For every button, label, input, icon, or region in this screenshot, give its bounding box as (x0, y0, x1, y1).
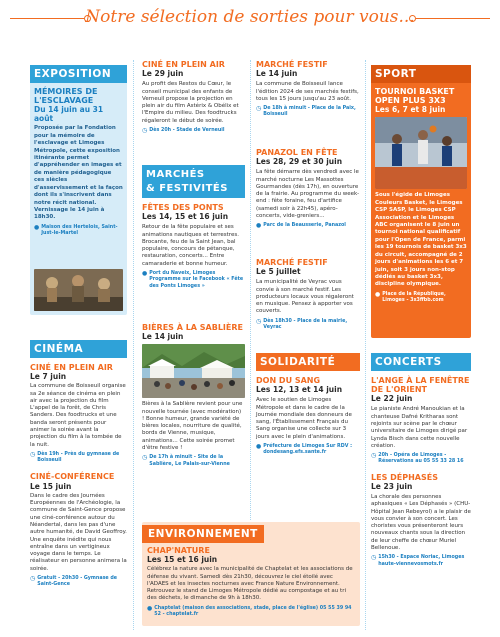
fetes-ponts-text: Retour de la fête populaire et ses animations nautiques et terrestres. Brocante, feu de la Saint Jean, bal populaire, concours de pétanque, restauration, concerts... Entre camaraderie et bonne humeur. (142, 224, 239, 267)
environment-banner: ENVIRONNEMENT (142, 525, 264, 543)
exposition-date: Du 14 juin au 31 août (34, 105, 104, 124)
cinema-open-air-location: ◷ Dès 19h - Près du gymnase de Boisseuil (30, 451, 120, 464)
dephases-date: Le 23 juin (371, 481, 413, 491)
clock-icon: ◷ (142, 127, 148, 135)
clock-icon: ◷ (371, 452, 377, 460)
chapnature-text: Célébrez la nature avec la municipalité de Chaptelat et les associations de défense du vivant. Samedi dès 21h30, découvrez le ciel étoilé avec l'ADAES et les insectes nocturnes avec France Nature Environnement. Retrouvez le stand de Limoges Métropole dédié au compostage et au tri des déchets, le dimanche de 9h à 18h30. (147, 566, 353, 602)
bieres-location: ◷ De 17h à minuit - Site de la Sablière, Le Palais-sur-Vienne (142, 454, 230, 467)
bieres-event (142, 323, 245, 468)
solidarity-banner: SOLIDARITÉ (256, 353, 360, 371)
sport-card (371, 65, 471, 338)
chapnature-date: Les 15 et 16 juin (147, 555, 218, 565)
cinema-conference-text: Dans le cadre des Journées Européennes de l'Archéologie, la commune de Saint-Gence propose une ciné-conférence autour du Néandertal, dans les pas d'une autre humanité, de David Geoffroy. Une enquête inédite qui nous entraîne dans un vertigineux voyage dans le temps. Le réalisateur en personne animera la soirée. (30, 492, 127, 572)
blood-donation-title: DON DU SANG (256, 376, 321, 385)
exposition-card (30, 65, 127, 315)
clock-icon: ◷ (256, 105, 262, 113)
sport-location: ● Place de la République, Limoges - 3x3ffbb.com (375, 290, 446, 304)
location-pin-icon: ● (142, 270, 148, 278)
marche-festif-2-title: MARCHÉ FESTIF (256, 258, 328, 267)
location-pin-icon: ● (147, 604, 153, 612)
cine-open-air-2-event (142, 60, 245, 134)
environment-card (142, 522, 360, 626)
clock-icon: ◷ (30, 451, 36, 458)
title-divider-right (416, 18, 490, 19)
sport-photo (375, 117, 467, 189)
dephases-text: La chorale des personnes aphasiques « Les Déphasés » (CHU-Hôpital Jean Rebeyrol) a le plaisir de vous convier à son concert. Les choristes vous présenteront leurs nouveaux chants sous la direction de leur cheffe de chœur Muriel Bellenoue. (371, 493, 471, 552)
marche-festif-2-text: La municipalité de Veyrac vous convie à son marché festif. Les producteurs locaux vous régaleront en musique. Pensez à apporter vos couverts. (256, 279, 354, 315)
dephases-location: ◷ 15h30 - Espace Noriac, Limoges haute-viennevosmots.fr (371, 554, 465, 567)
marche-festif-2-date: Le 5 juillet (256, 267, 301, 277)
chapnature-title: CHAP'NATURE (147, 546, 210, 555)
blood-donation-location: ● Préfecture de Limoges Sur RDV : dondesang.efs.sante.fr (256, 443, 353, 456)
ange-fenetre-text: Le pianiste André Manoukian et la chanteuse Dafné Kritharas sont rejoints sur scène par le chœur universitaire de Limoges dirigé par Lynda Bisch dans cette nouvelle création. (371, 406, 468, 449)
cine-open-air-2-text: Au profit des Restos du Cœur, le conseil municipal des enfants de Verneuil propose la projection en plein air du film Astérix & Obélix et l'Empire du milieu. Des foodtrucks régaleront le début de soirée. (142, 81, 239, 124)
fetes-ponts-date: Les 14, 15 et 16 juin (142, 212, 229, 222)
marche-festif-2-location: ◷ Dès 18h30 - Place de la mairie, Veyrac (256, 317, 348, 330)
ange-fenetre-date: Le 22 juin (371, 394, 413, 404)
exposition-banner: EXPOSITION (30, 65, 127, 83)
blood-donation-text: Avec le soutien de Limoges Métropole et dans le cadre de la Journée mondiale des donneurs de sang, l'Établissement Français du Sang organise une collecte sur 3 jours avec le plein d'animations. (256, 397, 352, 440)
cinema-banner: CINÉMA (30, 340, 127, 358)
exposition-location: ● Maison des Hertelois, Saint-Just-le-Martel (34, 223, 118, 237)
sport-text: Sous l'égide de Limoges Couleurs Basket, le Limoges CSP SASP, le Limoges CSP Association et le Limoges ABC organisent le 8 juin un tournoi national qualificatif pour l'Open de France, parmi les 19 tournois de basket 3x3 du circuit, accompagné de 2 jours d'animations les 6 et 7 juin, soit 3 jours non-stop dédiés au basket 3x3, discipline olympique. (375, 192, 467, 288)
marche-festif-1-title: MARCHÉ FESTIF (256, 60, 328, 69)
panazol-event (256, 148, 360, 230)
location-pin-icon: ● (375, 290, 381, 298)
blood-donation-date: Les 12, 13 et 14 juin (256, 385, 343, 395)
chapnature-location: ● Chaptelat (maison des associations, stade, place de l'église) 05 55 39 94 52 - chaptelat.fr (147, 604, 352, 617)
marche-festif-1-text: La commune de Boisseuil lance l'édition 2024 de ses marchés festifs, tous les 15 jours jusqu'au 23 août. (256, 81, 359, 102)
panazol-location: ● Parc de la Beausserie, Panazol (256, 222, 346, 230)
ange-fenetre-title: L'ANGE À LA FENÊTRE DE L'ORIENT (371, 376, 470, 395)
cine-open-air-2-location: ◷ Dès 20h - Stade de Verneuil (142, 127, 225, 135)
location-pin-icon: ● (34, 223, 40, 231)
cinema-open-air-date: Le 7 juin (30, 372, 67, 382)
bieres-photo (142, 344, 245, 398)
panazol-text: La fête démarre dès vendredi avec le marché nocturne Les Massottes Gourmandes (dès 17h), en ouverture de la frairie. Au programme du week-end : fête foraine, feu d'artifice (samedi soir à 22h45), apéro-concerts, vide-greniers... (256, 169, 360, 220)
panazol-date: Les 28, 29 et 30 juin (256, 157, 343, 167)
bieres-text: Bières à la Sablière revient pour une nouvelle tournée (avec modération) ! Bonne humeur, grande variété de bières locales, nourriture de qualité, bords de Vienne, musique, animations... Cette soirée promet d'être festive ! (142, 401, 243, 452)
cine-open-air-2-date: Le 29 juin (142, 69, 184, 79)
clock-icon: ◷ (371, 554, 377, 562)
concerts-section (371, 353, 471, 568)
sport-banner: SPORT (371, 65, 471, 83)
sport-date: Les 6, 7 et 8 juin (375, 105, 446, 115)
fetes-ponts-title: FÊTES DES PONTS (142, 203, 224, 212)
bieres-title: BIÈRES À LA SABLIÈRE (142, 323, 243, 332)
cinema-open-air-text: La commune de Boisseuil organise sa 2e séance de cinéma en plein air avec la projection du film L'appel de la forêt, de Chris Sanders. Des foodtrucks et une banda seront présents pour animer la soirée avant la projection du film à la tombée de la nuit. (30, 383, 126, 448)
solidarity-section (256, 353, 360, 457)
marche-festif-1-event (256, 60, 360, 119)
dephases-title: LES DÉPHASÉS (371, 472, 438, 482)
cine-open-air-2-title: CINÉ EN PLEIN AIR (142, 60, 225, 69)
cinema-conference-date: Le 15 juin (30, 481, 72, 491)
title-ornament-left (84, 15, 91, 22)
panazol-title: PANAZOL EN FÊTE (256, 148, 338, 157)
exposition-illustration (34, 269, 123, 311)
location-pin-icon: ● (256, 222, 262, 230)
column-divider (133, 60, 134, 630)
bieres-date: Le 14 juin (142, 332, 184, 342)
exposition-title: MÉMOIRES DE L'ESCLAVAGE (34, 87, 98, 106)
title-divider-left (10, 18, 84, 19)
column-divider (365, 60, 366, 630)
cinema-conference-title: CINÉ-CONFÉRENCE (30, 472, 115, 482)
exposition-text: Proposée par la Fondation pour la mémoire de l'esclavage et Limoges Métropole, cette exposition itinérante permet d'appréhender en images et de manière pédagogique ces siècles d'asservissement et la façon dont ils s'inscrivent dans notre récit national. Vernissage le 14 juin à 18h30. (34, 125, 123, 221)
column-divider (250, 60, 251, 520)
title-ornament-right (409, 15, 416, 22)
clock-icon: ◷ (30, 575, 36, 583)
page-title: Notre sélection de sorties pour vous... (85, 7, 415, 27)
concerts-banner: CONCERTS (371, 353, 471, 371)
clock-icon: ◷ (142, 454, 148, 462)
cinema-conference-location: ◷ Gratuit - 20h30 - Gymnase de Saint-Gence (30, 575, 118, 588)
cinema-open-air-title: CINÉ EN PLEIN AIR (30, 363, 113, 372)
marche-festif-1-location: ◷ De 18h à minuit - Place de la Paix, Boisseuil (256, 105, 356, 118)
ange-fenetre-location: ◷ 20h - Opéra de Limoges - Réservations au 05 55 33 28 16 (371, 452, 464, 465)
fetes-ponts-location: ● Port du Naveix, Limoges Programme sur le Facebook « Fête des Ponts Limoges » (142, 270, 244, 289)
fetes-ponts-event (142, 203, 245, 290)
clock-icon: ◷ (256, 317, 262, 325)
cinema-section (30, 340, 127, 589)
sport-title: TOURNOI BASKET OPEN PLUS 3X3 (375, 87, 455, 106)
location-pin-icon: ● (256, 443, 262, 451)
markets-festivities-banner: MARCHÉS & FESTIVITÉS (142, 165, 245, 198)
marche-festif-2-event (256, 258, 360, 331)
marche-festif-1-date: Le 14 juin (256, 69, 298, 79)
